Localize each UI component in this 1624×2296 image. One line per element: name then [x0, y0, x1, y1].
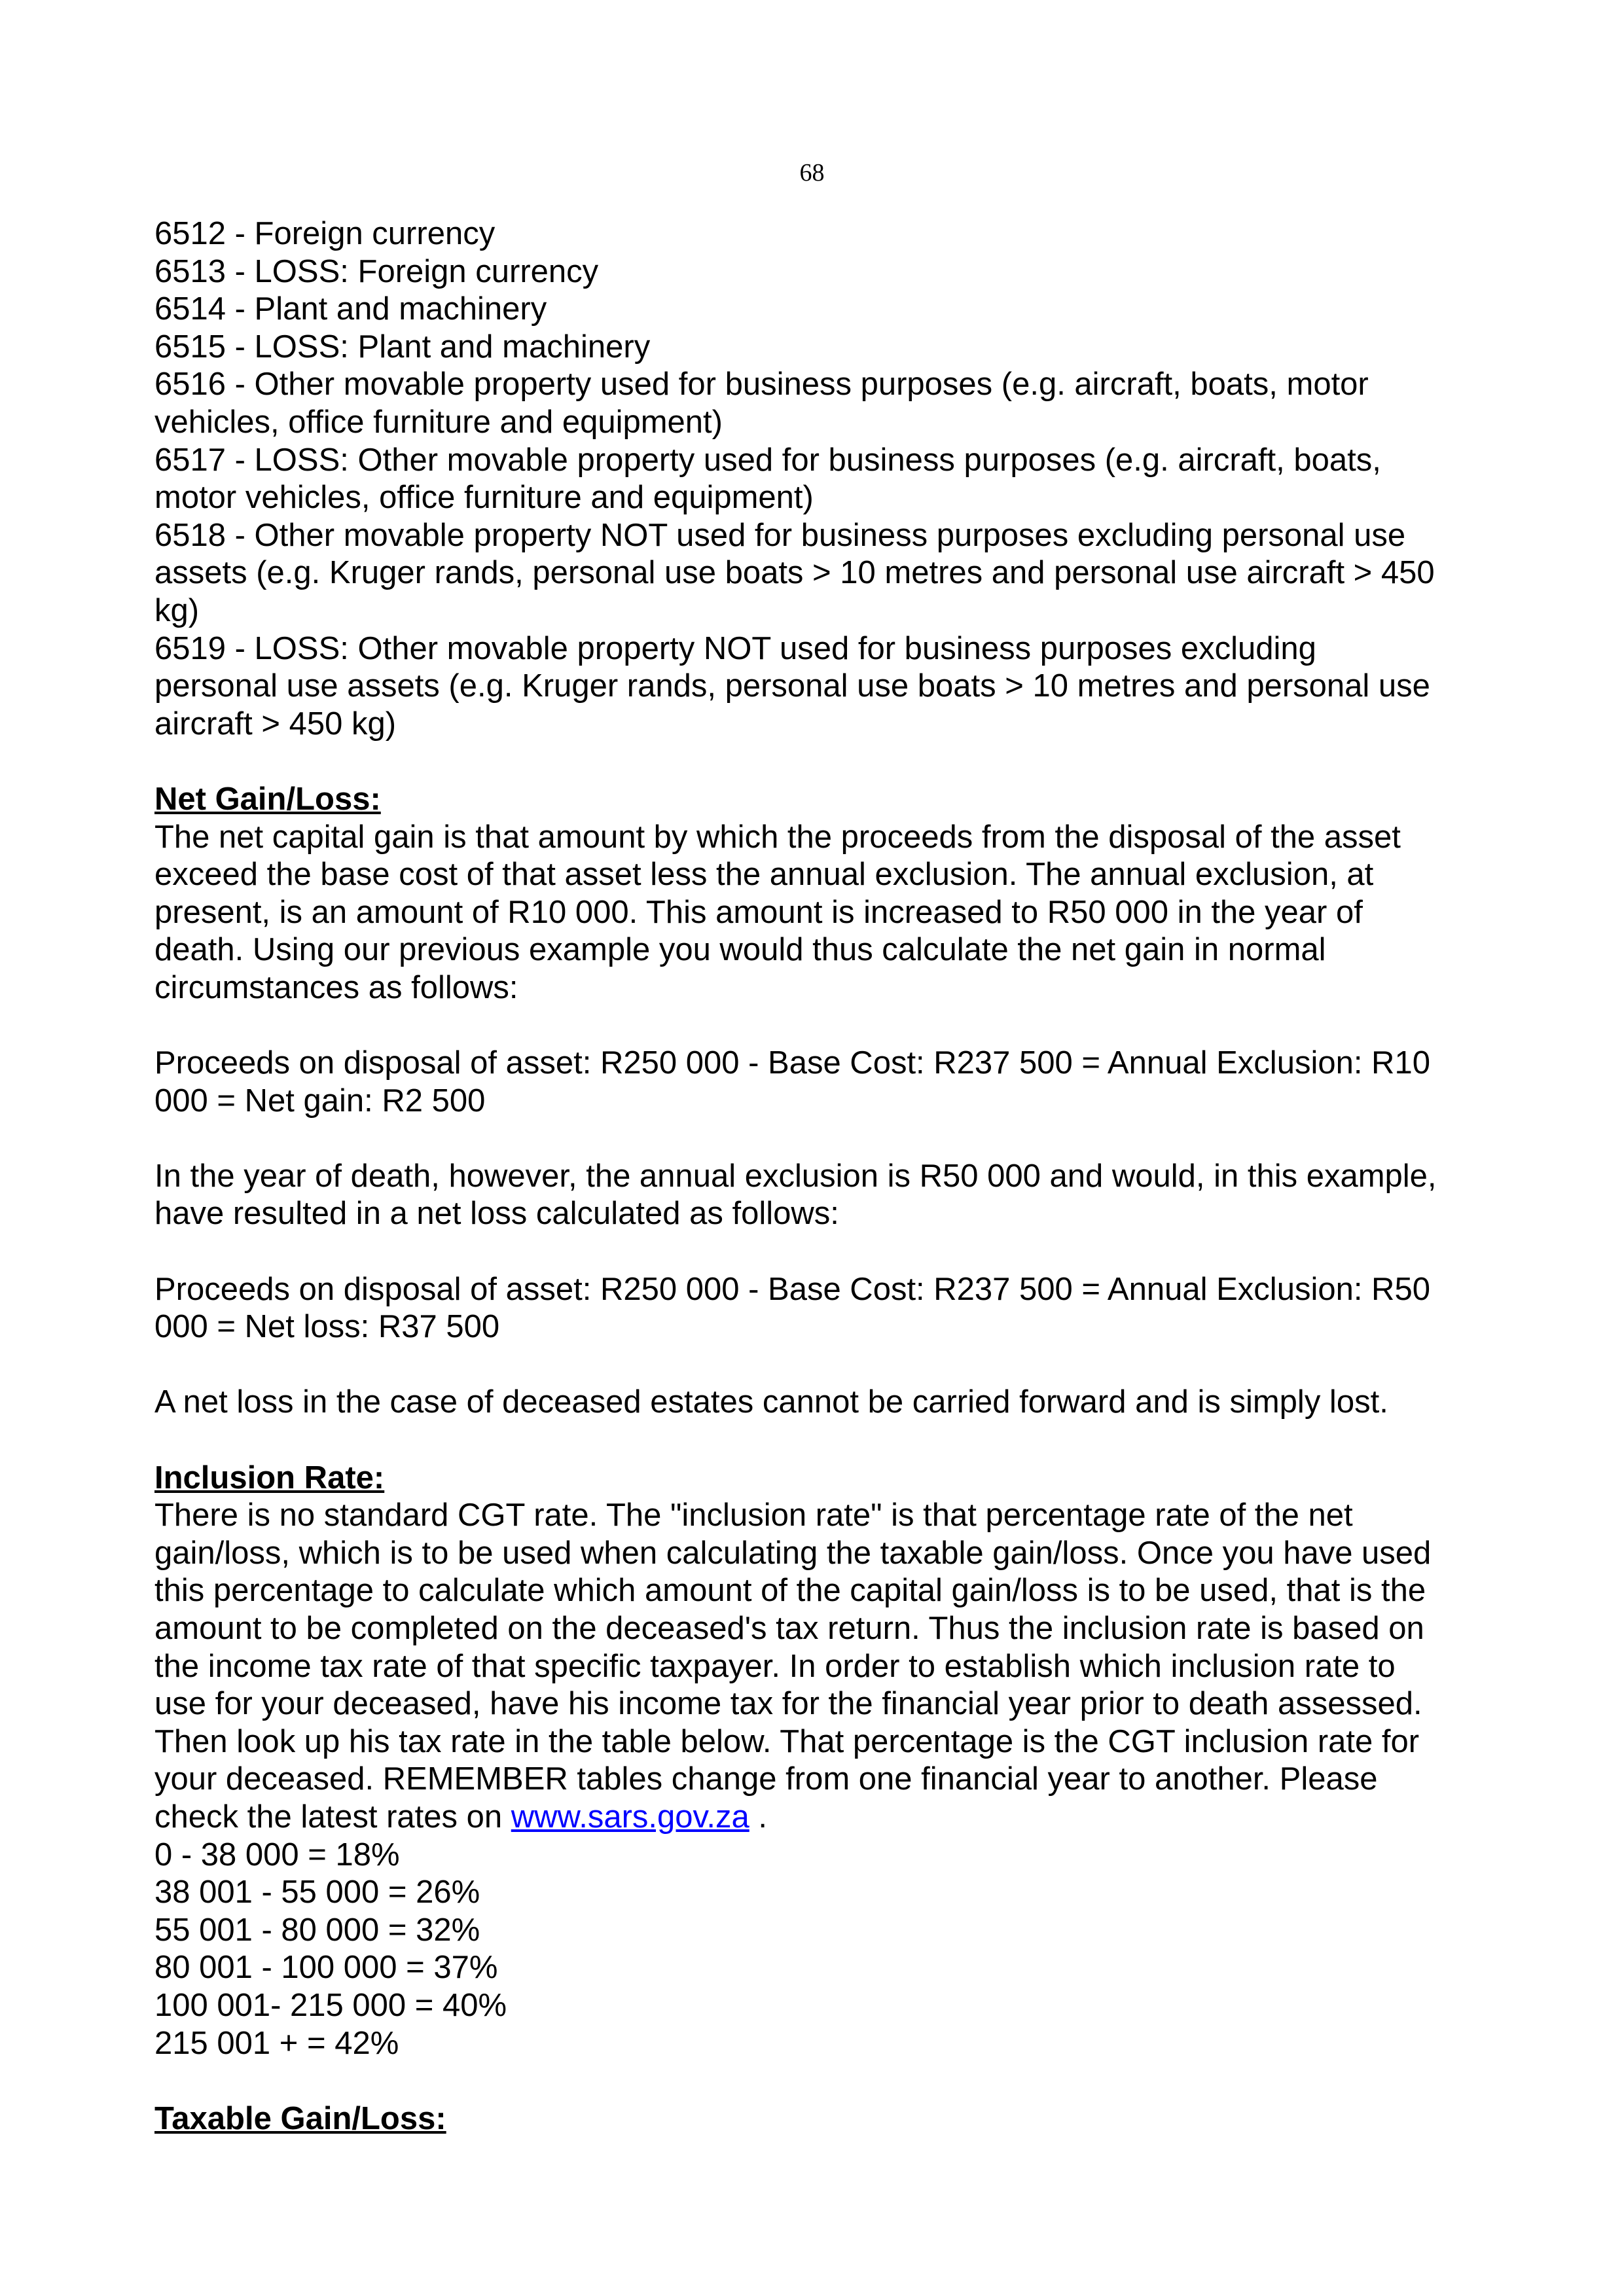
taxable-gain-section	[154, 2100, 1483, 2138]
code-list	[154, 215, 1483, 743]
paragraph-line: present, is an amount of R10 000. This amount is increased to R50 000 in the year of	[154, 894, 1363, 930]
paragraph-line: There is no standard CGT rate. The "inclusion rate" is that percentage rate of the net	[154, 1498, 1353, 1534]
code-line: aircraft > 450 kg)	[154, 706, 397, 742]
spacer	[154, 1007, 1483, 1045]
paragraph-line: your deceased. REMEMBER tables change from one financial year to another. Please	[154, 1761, 1378, 1797]
rate-row: 215 001 + = 42%	[154, 2025, 399, 2061]
code-line: motor vehicles, office furniture and equipment)	[154, 480, 814, 516]
code-line: personal use assets (e.g. Kruger rands, personal use boats > 10 metres and personal use	[154, 668, 1430, 704]
paragraph-line: death. Using our previous example you would thus calculate the net gain in normal	[154, 932, 1326, 968]
inclusion-rate-heading: Inclusion Rate:	[154, 1460, 385, 1496]
rate-table	[154, 1837, 1483, 2063]
rate-row: 80 001 - 100 000 = 37%	[154, 1950, 498, 1986]
code-line: 6513 - LOSS: Foreign currency	[154, 253, 599, 289]
sars-link[interactable]: www.sars.gov.za	[511, 1799, 749, 1835]
rate-row: 55 001 - 80 000 = 32%	[154, 1912, 480, 1948]
rate-row: 38 001 - 55 000 = 26%	[154, 1874, 480, 1910]
code-line: 6512 - Foreign currency	[154, 216, 496, 251]
spacer	[154, 743, 1483, 781]
code-line: 6515 - LOSS: Plant and machinery	[154, 329, 651, 365]
code-line: vehicles, office furniture and equipment)	[154, 404, 723, 440]
paragraph-line: have resulted in a net loss calculated as follows:	[154, 1196, 839, 1232]
rate-row: 0 - 38 000 = 18%	[154, 1837, 400, 1873]
spacer	[154, 1346, 1483, 1384]
link-prefix: check the latest rates on	[154, 1799, 511, 1835]
example-line: Proceeds on disposal of asset: R250 000 - Base Cost: R237 500 = Annual Exclusion: R50	[154, 1271, 1430, 1307]
paragraph-line: Then look up his tax rate in the table below. That percentage is the CGT inclusion rate for	[154, 1723, 1420, 1759]
inclusion-rate-section	[154, 1460, 1483, 2063]
spacer	[154, 1120, 1483, 1158]
rate-row: 100 001- 215 000 = 40%	[154, 1987, 507, 2023]
code-line: 6519 - LOSS: Other movable property NOT used for business purposes excluding	[154, 630, 1316, 666]
example-line: Proceeds on disposal of asset: R250 000 - Base Cost: R237 500 = Annual Exclusion: R10	[154, 1045, 1430, 1081]
example-line: 000 = Net loss: R37 500	[154, 1309, 500, 1345]
spacer	[154, 1233, 1483, 1271]
paragraph-line: this percentage to calculate which amount of the capital gain/loss is to be used, that is the	[154, 1573, 1426, 1609]
paragraph-line: circumstances as follows:	[154, 969, 518, 1005]
code-line: 6517 - LOSS: Other movable property used for business purposes (e.g. aircraft, boats,	[154, 442, 1381, 478]
paragraph-line: gain/loss, which is to be used when calculating the taxable gain/loss. Once you have used	[154, 1535, 1432, 1571]
document-body	[154, 215, 1483, 2138]
code-line: kg)	[154, 592, 200, 628]
code-line: assets (e.g. Kruger rands, personal use boats > 10 metres and personal use aircraft > 450	[154, 555, 1435, 591]
example-line: 000 = Net gain: R2 500	[154, 1083, 486, 1119]
spacer	[154, 2062, 1483, 2100]
net-gain-heading: Net Gain/Loss:	[154, 781, 381, 817]
paragraph-line: amount to be completed on the deceased's tax return. Thus the inclusion rate is based on	[154, 1610, 1424, 1646]
paragraph-line: the income tax rate of that specific taxpayer. In order to establish which inclusion rate to	[154, 1648, 1396, 1684]
paragraph-line: The net capital gain is that amount by which the proceeds from the disposal of the asset	[154, 819, 1401, 855]
paragraph-line: In the year of death, however, the annual exclusion is R50 000 and would, in this example,	[154, 1158, 1437, 1194]
code-line: 6516 - Other movable property used for business purposes (e.g. aircraft, boats, motor	[154, 367, 1369, 403]
code-line: 6518 - Other movable property NOT used for business purposes excluding personal use	[154, 517, 1406, 553]
taxable-gain-heading: Taxable Gain/Loss:	[154, 2100, 446, 2136]
code-line: 6514 - Plant and machinery	[154, 291, 547, 327]
paragraph-line: exceed the base cost of that asset less the annual exclusion. The annual exclusion, at	[154, 857, 1374, 893]
link-line	[154, 1799, 1483, 1837]
page-number: 68	[799, 159, 825, 187]
link-suffix: .	[749, 1799, 767, 1835]
net-loss-note: A net loss in the case of deceased estates cannot be carried forward and is simply lost.	[154, 1384, 1388, 1420]
spacer	[154, 1422, 1483, 1460]
net-gain-section	[154, 781, 1483, 1422]
paragraph-line: use for your deceased, have his income tax for the financial year prior to death assessed.	[154, 1686, 1422, 1722]
